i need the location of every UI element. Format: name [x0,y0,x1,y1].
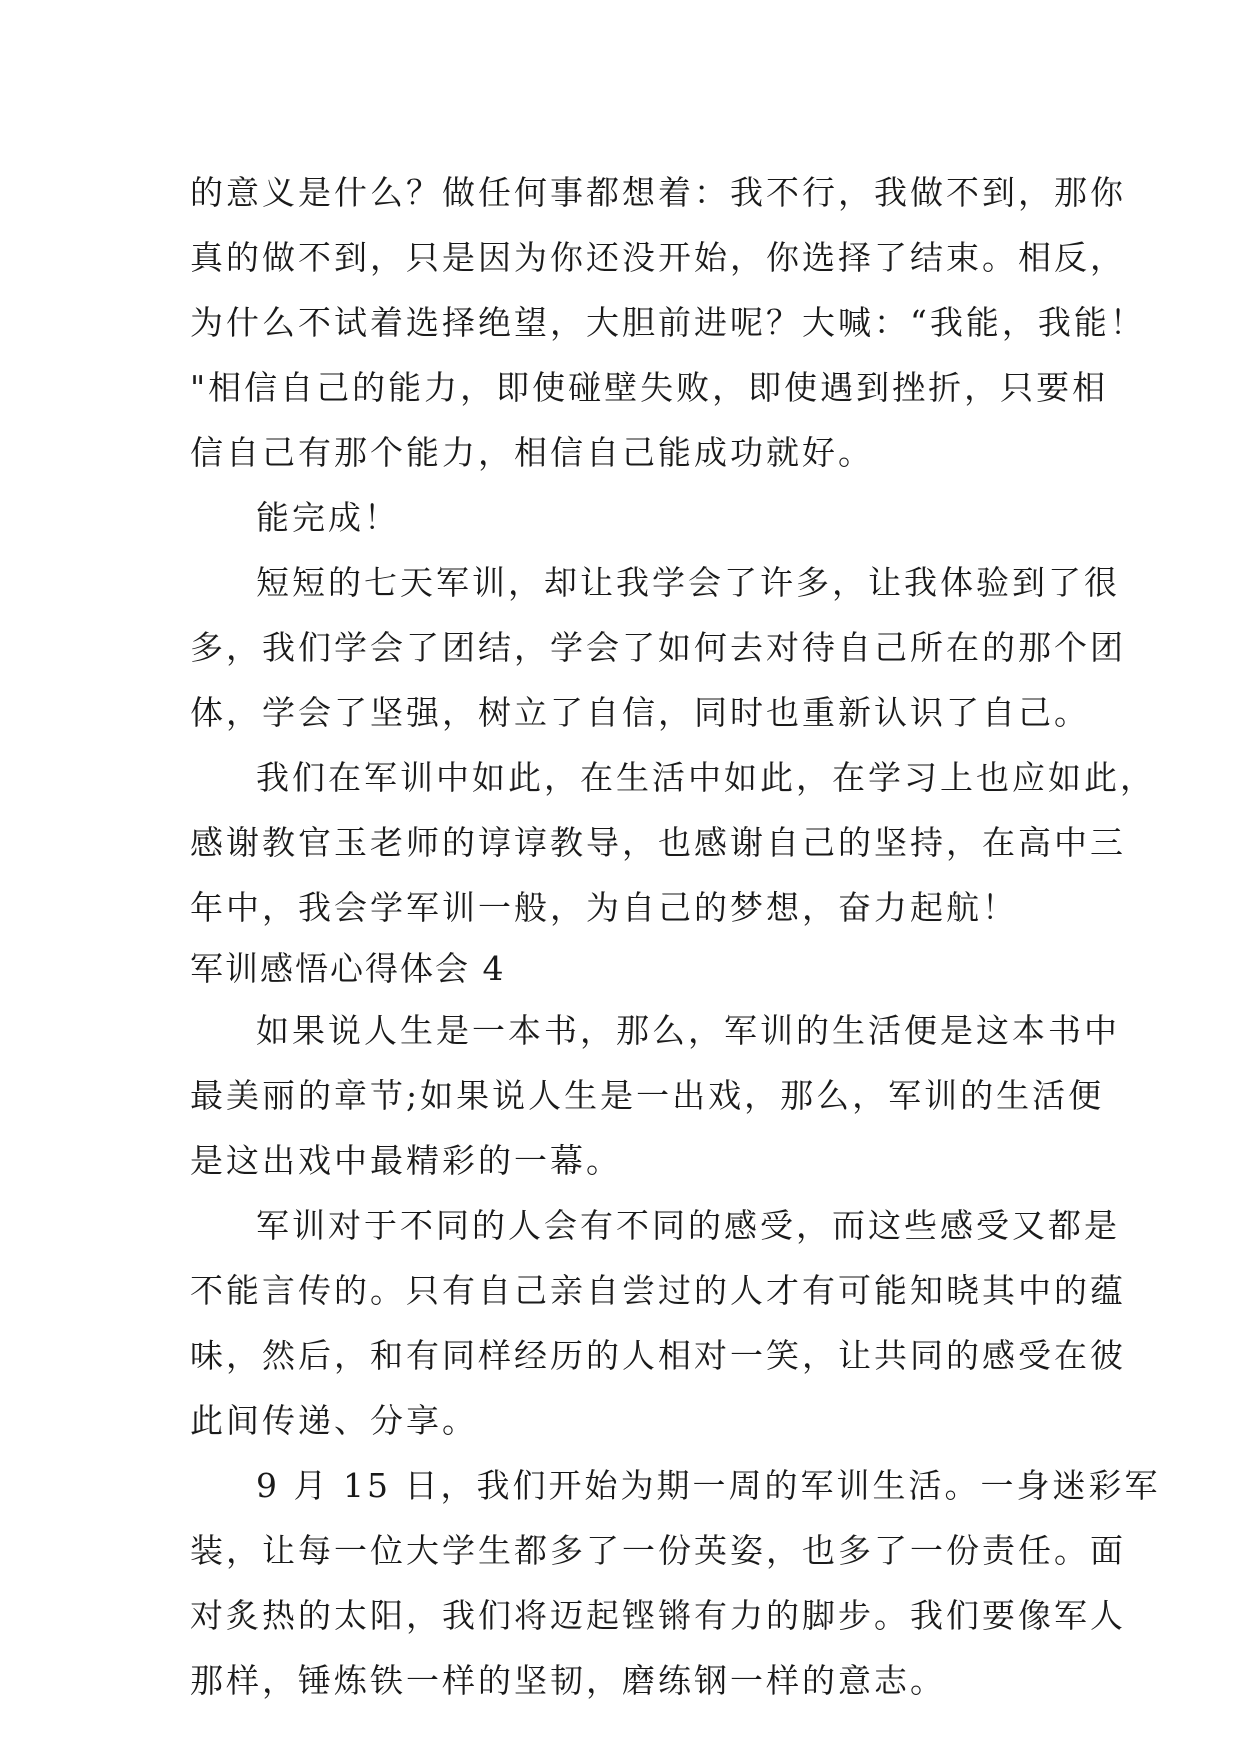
paragraph-line: 体，学会了坚强，树立了自信，同时也重新认识了自己。 [190,693,1090,732]
paragraph-line: 军训对于不同的人会有不同的感受，而这些感受又都是 [256,1206,1120,1245]
document-body [190,160,1161,1713]
paragraph-line: 最美丽的章节;如果说人生是一出戏，那么，军训的生活便 [190,1076,1105,1115]
paragraph-line: 如果说人生是一本书，那么，军训的生活便是这本书中 [256,1011,1120,1050]
paragraph-line: 为什么不试着选择绝望，大胆前进呢？大喊：“我能，我能！ [190,303,1146,342]
paragraph-line: 我们在军训中如此，在生活中如此，在学习上也应如此， [256,758,1156,797]
paragraph-line: 信自己有那个能力，相信自己能成功就好。 [190,433,874,472]
paragraph-line: 对炙热的太阳，我们将迈起铿锵有力的脚步。我们要像军人 [190,1596,1126,1635]
paragraph-line: 能完成！ [256,498,400,537]
paragraph-line: 多，我们学会了团结，学会了如何去对待自己所在的那个团 [190,628,1126,667]
paragraph-line: 真的做不到，只是因为你还没开始，你选择了结束。相反， [190,238,1126,277]
paragraph-line: 年中，我会学军训一般，为自己的梦想，奋力起航！ [190,888,1018,927]
paragraph-line: 感谢教官玉老师的谆谆教导，也感谢自己的坚持，在高中三 [190,823,1126,862]
paragraph-line: 是这出戏中最精彩的一幕。 [190,1141,622,1180]
paragraph-line: 9 月 15 日，我们开始为期一周的军训生活。一身迷彩军 [256,1466,1161,1505]
paragraph-line: 此间传递、分享。 [190,1401,478,1440]
section-heading: 军训感悟心得体会 4 [190,949,506,988]
paragraph-line: "相信自己的能力，即使碰壁失败，即使遇到挫折，只要相 [190,368,1109,407]
paragraph-line: 那样，锤炼铁一样的坚韧，磨练钢一样的意志。 [190,1661,946,1700]
paragraph-line: 的意义是什么？做任何事都想着：我不行，我做不到，那你 [190,173,1126,212]
paragraph-line: 不能言传的。只有自己亲自尝过的人才有可能知晓其中的蕴 [190,1271,1126,1310]
paragraph-line: 装，让每一位大学生都多了一份英姿，也多了一份责任。面 [190,1531,1126,1570]
paragraph-line: 味，然后，和有同样经历的人相对一笑，让共同的感受在彼 [190,1336,1126,1375]
paragraph-line: 短短的七天军训，却让我学会了许多，让我体验到了很 [256,563,1120,602]
